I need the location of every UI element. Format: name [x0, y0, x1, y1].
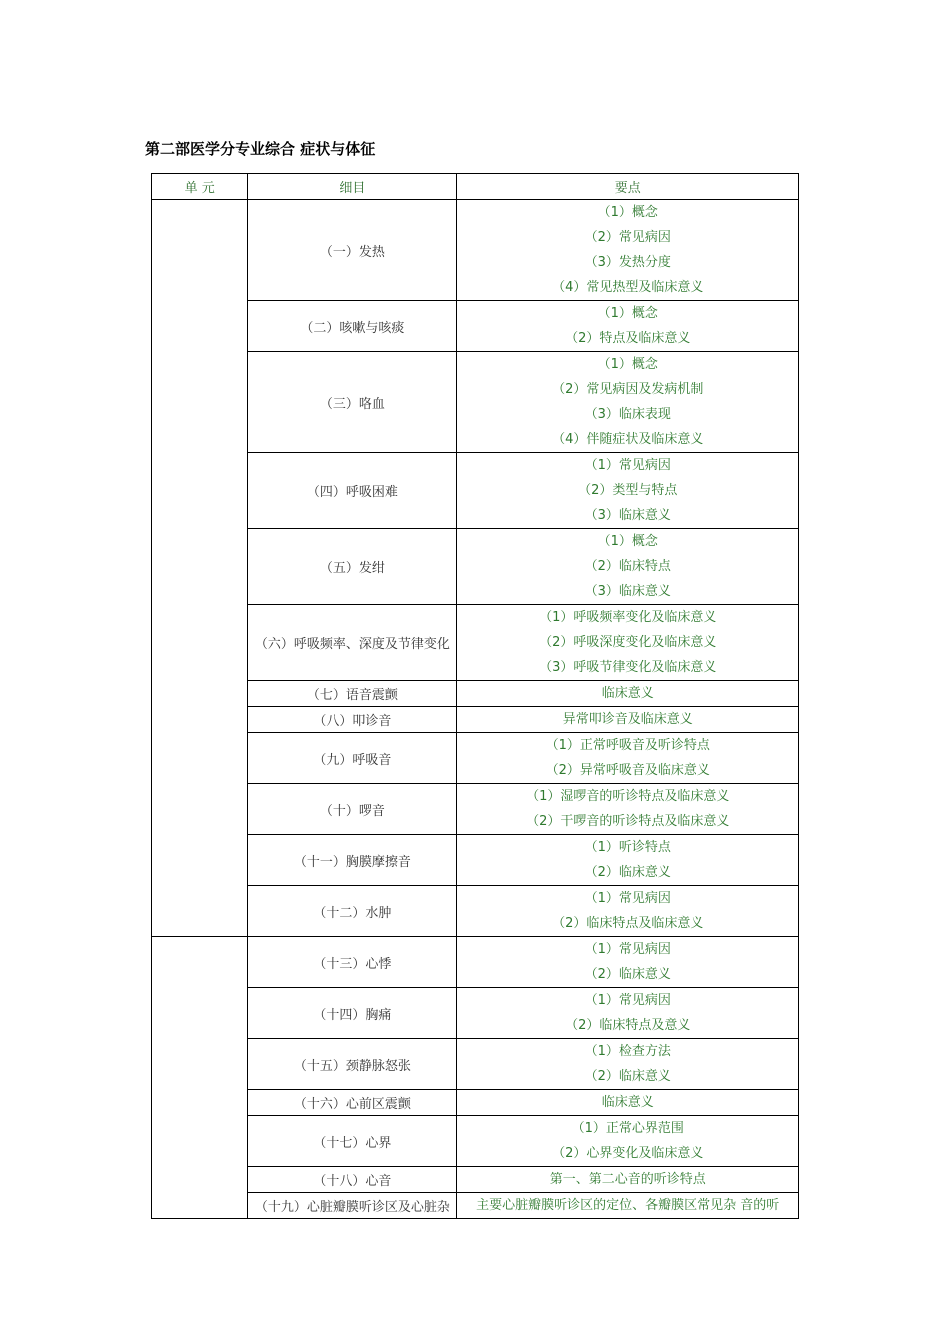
point-text: （1）常见病因 [584, 993, 671, 1008]
table-row [152, 937, 799, 988]
point-text: （2）临床特点及意义 [565, 1018, 691, 1033]
point-text: （1）概念 [597, 534, 658, 549]
points-cell [457, 352, 799, 453]
item-cell: （十七）心界 [248, 1116, 457, 1167]
point-text: 异常叩诊音及临床意义 [562, 712, 693, 727]
item-cell: （九）呼吸音 [248, 733, 457, 784]
item-cell: （十八）心音 [248, 1167, 457, 1193]
point-text: （4）伴随症状及临床意义 [552, 432, 704, 447]
point-text: （2）常见病因 [584, 230, 671, 245]
table-body [152, 200, 799, 1219]
item-cell: （十一）胸膜摩擦音 [248, 835, 457, 886]
points-cell [457, 988, 799, 1039]
table-row [152, 886, 799, 937]
points-cell [457, 835, 799, 886]
point-text: （2）异常呼吸音及临床意义 [545, 763, 710, 778]
point-text: （1）概念 [597, 205, 658, 220]
item-cell: （八）叩诊音 [248, 707, 457, 733]
table-row [152, 1167, 799, 1193]
point-text: （1）听诊特点 [584, 840, 671, 855]
item-cell: （十五）颈静脉怒张 [248, 1039, 457, 1090]
table-row [152, 1090, 799, 1116]
point-text: （1）常见病因 [584, 458, 671, 473]
item-cell: （十）啰音 [248, 784, 457, 835]
points-cell [457, 733, 799, 784]
table-row [152, 301, 799, 352]
point-text: （2）临床特点 [584, 559, 671, 574]
points-cell [457, 784, 799, 835]
item-cell: （一）发热 [248, 200, 457, 301]
point-text: （2）临床意义 [584, 967, 671, 982]
points-cell [457, 681, 799, 707]
point-text: （2）类型与特点 [578, 483, 678, 498]
points-cell [457, 1167, 799, 1193]
point-text: （2）常见病因及发病机制 [552, 382, 704, 397]
point-text: （3）临床意义 [584, 508, 671, 523]
table-row [152, 681, 799, 707]
item-cell: （七）语音震颤 [248, 681, 457, 707]
item-cell: （三）咯血 [248, 352, 457, 453]
point-text: （3）临床意义 [584, 584, 671, 599]
table-row [152, 988, 799, 1039]
point-text: （1）呼吸频率变化及临床意义 [539, 610, 717, 625]
table-row [152, 733, 799, 784]
point-text: （4）常见热型及临床意义 [552, 280, 704, 295]
point-text: （2）心界变化及临床意义 [552, 1146, 704, 1161]
page-title: 第二部医学分专业综合 症状与体征 [145, 140, 376, 158]
point-text: （2）临床意义 [584, 1069, 671, 1084]
point-text: （1）常见病因 [584, 891, 671, 906]
points-cell [457, 301, 799, 352]
points-cell [457, 453, 799, 529]
points-cell [457, 937, 799, 988]
item-cell: （二）咳嗽与咳痰 [248, 301, 457, 352]
point-text: （2）临床意义 [584, 865, 671, 880]
point-text: （2）特点及临床意义 [565, 331, 691, 346]
points-cell [457, 1116, 799, 1167]
table-header-row [152, 174, 799, 200]
points-cell [457, 1193, 799, 1219]
table-row [152, 707, 799, 733]
table-row [152, 1193, 799, 1219]
table-row [152, 1116, 799, 1167]
item-cell: （十四）胸痛 [248, 988, 457, 1039]
point-text: （3）呼吸节律变化及临床意义 [539, 660, 717, 675]
header-item: 细目 [248, 174, 457, 200]
item-cell: （十三）心悸 [248, 937, 457, 988]
point-text: 临床意义 [601, 1095, 654, 1110]
table-row [152, 784, 799, 835]
point-text: 主要心脏瓣膜听诊区的定位、各瓣膜区常见杂 音的听 [476, 1198, 780, 1213]
item-cell: （五）发绀 [248, 529, 457, 605]
point-text: （2）呼吸深度变化及临床意义 [539, 635, 717, 650]
points-cell [457, 1039, 799, 1090]
point-text: （3）临床表现 [584, 407, 671, 422]
point-text: （1）检查方法 [584, 1044, 671, 1059]
point-text: （1）正常心界范围 [571, 1121, 684, 1136]
point-text: 第一、第二心音的听诊特点 [549, 1172, 706, 1187]
item-cell: （十二）水肿 [248, 886, 457, 937]
table-row [152, 352, 799, 453]
unit-cell [152, 937, 248, 1219]
points-cell [457, 1090, 799, 1116]
point-text: （1）正常呼吸音及听诊特点 [545, 738, 710, 753]
item-cell: （十九）心脏瓣膜听诊区及心脏杂 [248, 1193, 457, 1219]
header-unit: 单 元 [152, 174, 248, 200]
table-row [152, 529, 799, 605]
points-cell [457, 707, 799, 733]
point-text: （2）干啰音的听诊特点及临床意义 [526, 814, 730, 829]
header-points: 要点 [457, 174, 799, 200]
point-text: （1）概念 [597, 357, 658, 372]
item-cell: （四）呼吸困难 [248, 453, 457, 529]
points-cell [457, 605, 799, 681]
points-cell [457, 529, 799, 605]
item-cell: （十六）心前区震颤 [248, 1090, 457, 1116]
point-text: 临床意义 [601, 686, 654, 701]
table-row [152, 605, 799, 681]
point-text: （1）概念 [597, 306, 658, 321]
syllabus-table [151, 173, 799, 1219]
table-row [152, 1039, 799, 1090]
points-cell [457, 886, 799, 937]
points-cell [457, 200, 799, 301]
unit-cell [152, 200, 248, 937]
table-row [152, 453, 799, 529]
point-text: （1）湿啰音的听诊特点及临床意义 [526, 789, 730, 804]
table-row [152, 200, 799, 301]
point-text: （1）常见病因 [584, 942, 671, 957]
point-text: （3）发热分度 [584, 255, 671, 270]
item-cell: （六）呼吸频率、深度及节律变化 [248, 605, 457, 681]
point-text: （2）临床特点及临床意义 [552, 916, 704, 931]
table-row [152, 835, 799, 886]
